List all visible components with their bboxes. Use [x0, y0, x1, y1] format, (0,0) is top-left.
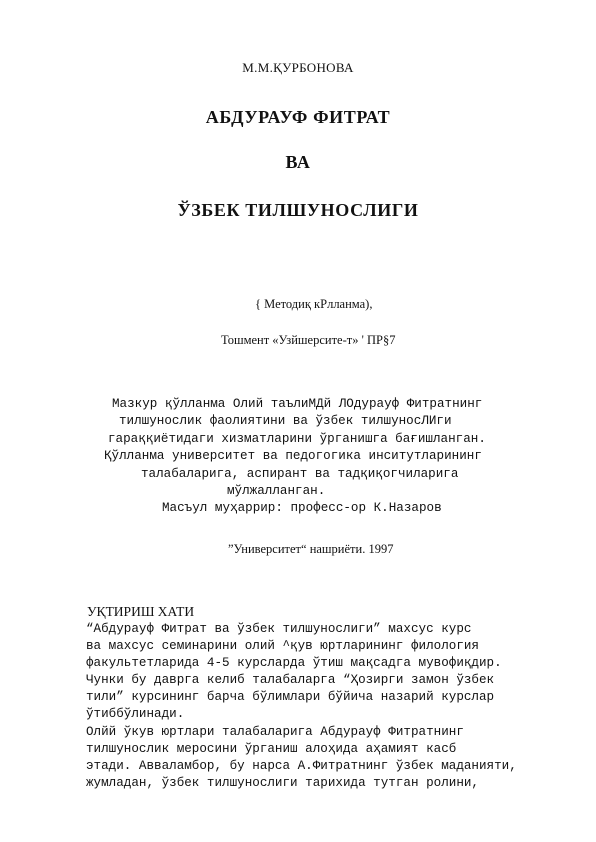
subtitle-line-2: Тошмент «Узйшерсите-т» ' ПР§7 — [221, 333, 396, 347]
title-line-1: АБДУРАУФ ФИТРАТ — [205, 107, 391, 127]
publisher-line: ”Университет“ нашриёти. 1997 — [228, 542, 394, 556]
annotation-line: мўлжалланган. — [227, 484, 326, 499]
author-name: М.М.ҚУРБОНОВА — [242, 60, 354, 75]
annotation-line: Масъул муҳаррир: професс-ор К.Назаров — [162, 501, 442, 516]
intro-line: ўтиббўлинади. — [86, 707, 185, 722]
annotation-line: Мазкур қўлланма Олий таълиМДй ЛОдурауф Фитратнинг — [112, 397, 483, 411]
title-line-3: ЎЗБЕК ТИЛШУНОСЛИГИ — [177, 200, 419, 220]
intro-line: тили” курсининг барча бўлимлари бўйича назарий курслар — [86, 690, 495, 705]
intro-line: факультетларида 4-5 курсларда ўтиш мақсадга мувофиқдир. — [86, 656, 502, 671]
intro-line: жумладан, ўзбек тилшунослиги тарихида тутган ролини, — [86, 775, 479, 790]
annotation-line: талабаларига, аспирант ва тадқиқогчиларига — [141, 466, 459, 481]
intro-line: этади. Авваламбор, бу нарса А.Фитратнинг ўзбек маданияти, — [86, 758, 517, 773]
intro-line: тилшунослик меросини ўрганиш алоҳида аҳамият касб — [86, 741, 457, 756]
annotation-block — [104, 396, 552, 518]
annotation-line: Қўлланма университет ва педогогика инситутларининг — [104, 449, 482, 464]
intro-line: Чунки бу даврга келиб талабаларга “Ҳозирги замон ўзбек — [86, 673, 495, 688]
subtitle-line-1: { Методиқ кРлланма), — [255, 297, 373, 311]
annotation-line: тилшунослик фаолиятини ва ўзбек тилшуносЛИги — [119, 414, 452, 429]
intro-heading: УҚТИРИШ ХАТИ — [87, 604, 195, 619]
title-line-2: ВА — [285, 152, 311, 172]
intro-line: “Абдурауф Фитрат ва ўзбек тилшунослиги” махсус курс — [86, 622, 472, 636]
intro-line: Олйй ўкув юртлари талабаларига Абдурауф Фитратнинг — [86, 724, 464, 739]
annotation-line: гараққиётидаги хизматларини ўрганишга бағишланган. — [108, 431, 486, 446]
intro-line: ва махсус семинарини олий ^қув юртларининг филология — [86, 639, 479, 654]
intro-body — [86, 621, 556, 792]
